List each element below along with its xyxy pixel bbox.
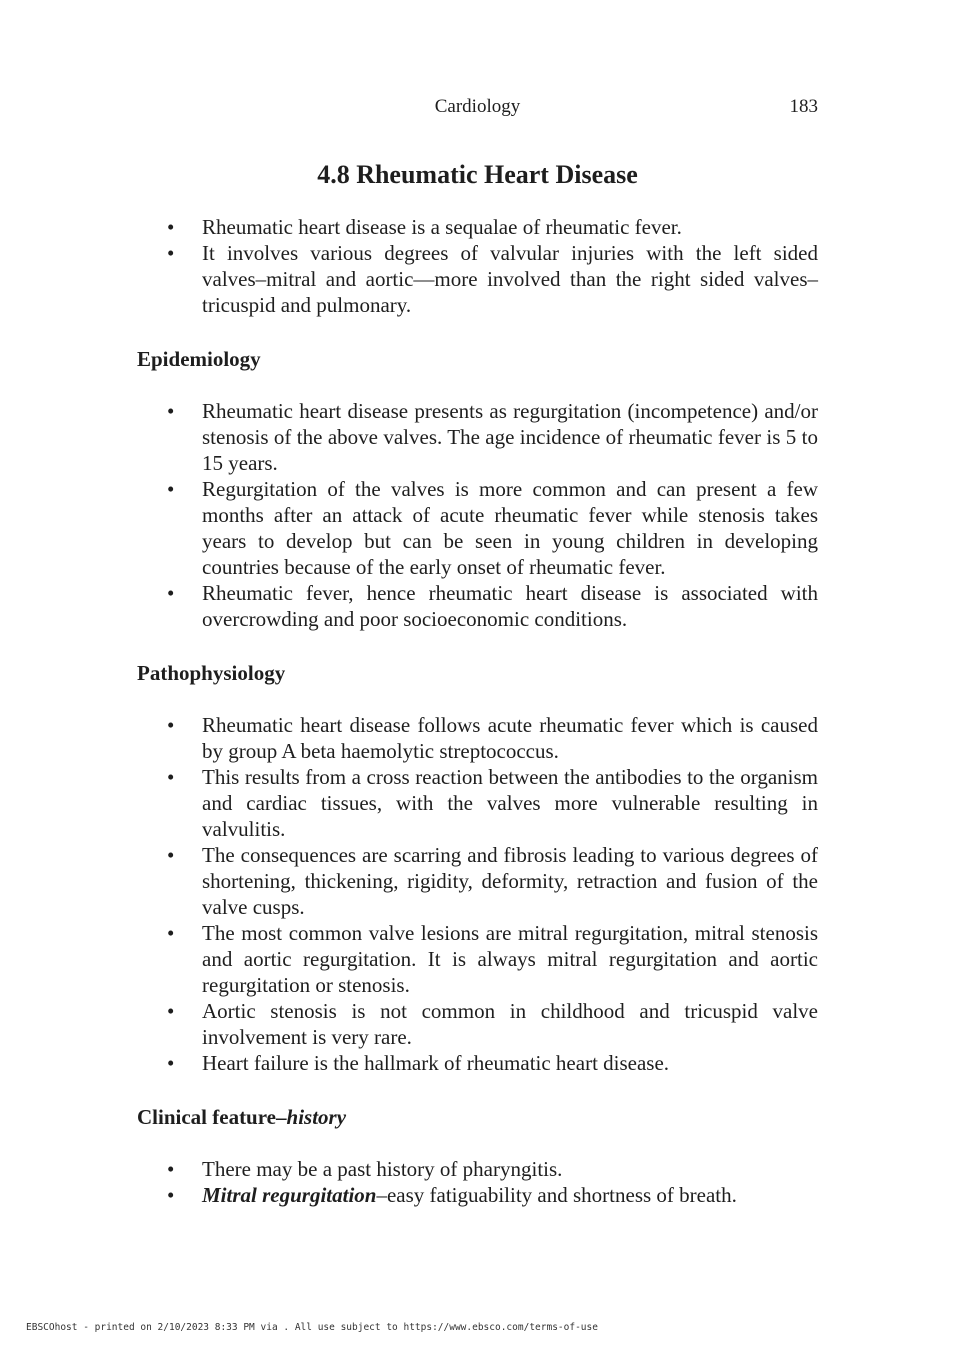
heading-main-text: Clinical feature–	[137, 1105, 287, 1129]
section-heading-epidemiology: Epidemiology	[137, 347, 261, 371]
list-item-text: Rheumatic fever, hence rheumatic heart disease is associated with overcrowding and poor socioeconomic conditions.	[202, 581, 818, 631]
list-item	[137, 998, 818, 1050]
list-item	[137, 1050, 818, 1076]
list-item-text: Regurgitation of the valves is more common and can present a few months after an attack of acute rheumatic fever while stenosis takes years to develop but can be seen in young children in developing countries because of the early onset of rheumatic fever.	[202, 477, 818, 579]
list-item	[137, 1156, 818, 1182]
bullet-icon: •	[167, 999, 175, 1023]
bullet-icon: •	[167, 399, 175, 423]
bullet-icon: •	[167, 1157, 175, 1181]
list-item-text: Rheumatic heart disease presents as regurgitation (incompetence) and/or stenosis of the above valves. The age incidence of rheumatic fever is 5 to 15 years.	[202, 399, 818, 475]
page-number: 183	[789, 96, 818, 117]
list-item	[137, 398, 818, 476]
heading-emphasis-text: history	[286, 1105, 347, 1129]
list-item-text: There may be a past history of pharyngitis.	[202, 1157, 563, 1181]
bullet-icon: •	[167, 921, 175, 945]
intro-list	[137, 214, 818, 318]
print-footer: EBSCOhost - printed on 2/10/2023 8:33 PM via . All use subject to https://www.ebsco.com/terms-of-use	[26, 1322, 598, 1333]
list-item	[137, 712, 818, 764]
page-body	[137, 214, 818, 1208]
list-item-text: Heart failure is the hallmark of rheumatic heart disease.	[202, 1051, 670, 1075]
bullet-icon: •	[167, 713, 175, 737]
bullet-icon: •	[167, 843, 175, 867]
bullet-icon: •	[167, 241, 175, 265]
section-heading-clinical	[137, 1104, 818, 1130]
list-item	[137, 920, 818, 998]
list-item	[137, 476, 818, 580]
list-item-text: Rheumatic heart disease follows acute rheumatic fever which is caused by group A beta haemolytic streptococcus.	[202, 713, 818, 763]
bullet-icon: •	[167, 581, 175, 605]
list-item-text: It involves various degrees of valvular injuries with the left sided valves–mitral and aortic—more involved than the right sided valves– tricuspid and pulmonary.	[202, 241, 818, 317]
list-item-text: –easy fatiguability and shortness of breath.	[376, 1183, 737, 1207]
bullet-icon: •	[167, 765, 175, 789]
bullet-icon: •	[167, 1051, 175, 1075]
bullet-icon: •	[167, 215, 175, 239]
list-item-text: Rheumatic heart disease is a sequalae of rheumatic fever.	[202, 215, 682, 239]
bullet-icon: •	[167, 1183, 175, 1207]
running-head	[0, 96, 955, 122]
list-item-text: Aortic stenosis is not common in childhood and tricuspid valve involvement is very rare.	[202, 999, 818, 1049]
list-item-emphasis: Mitral regurgitation	[202, 1183, 377, 1207]
list-item	[137, 240, 818, 318]
list-item-text: The most common valve lesions are mitral regurgitation, mitral stenosis and aortic regurgitation. It is always mitral regurgitation and aortic regurgitation or stenosis.	[202, 921, 818, 997]
running-head-title: Cardiology	[434, 96, 521, 117]
list-item	[137, 1182, 818, 1208]
chapter-title: 4.8 Rheumatic Heart Disease	[317, 160, 638, 189]
bullet-icon: •	[167, 477, 175, 501]
epidemiology-list	[137, 398, 818, 632]
list-item	[137, 764, 818, 842]
list-item-text: The consequences are scarring and fibrosis leading to various degrees of shortening, thickening, rigidity, deformity, retraction and fusion of the valve cusps.	[202, 843, 818, 919]
list-item	[137, 842, 818, 920]
list-item	[137, 580, 818, 632]
clinical-list	[137, 1156, 818, 1208]
pathophysiology-list	[137, 712, 818, 1076]
section-heading-pathophysiology: Pathophysiology	[137, 661, 286, 685]
list-item	[137, 214, 818, 240]
list-item-text: This results from a cross reaction between the antibodies to the organism and cardiac tissues, with the valves more vulnerable resulting in valvulitis.	[202, 765, 818, 841]
